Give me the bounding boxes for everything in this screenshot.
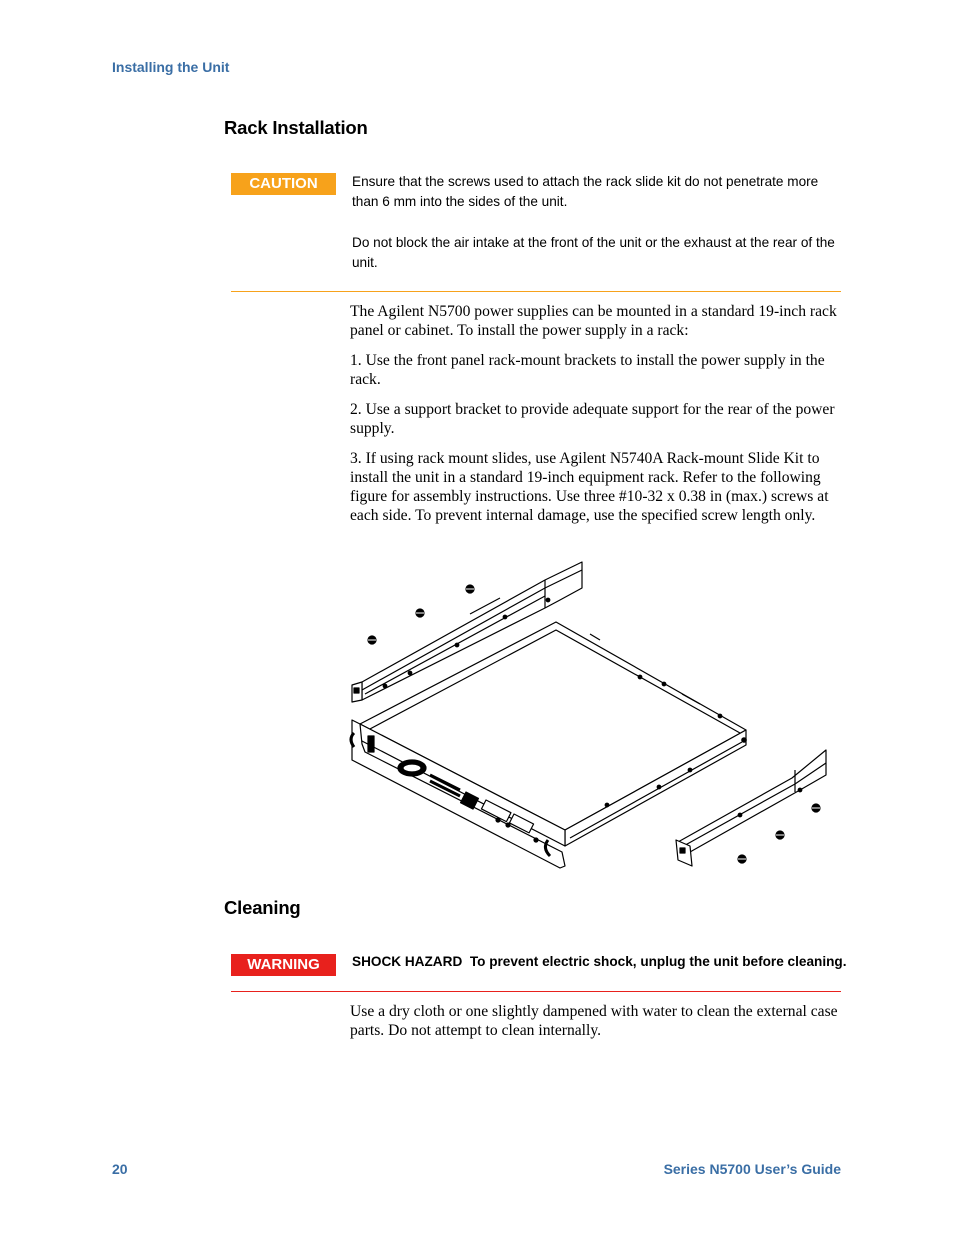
caution-badge: CAUTION [231,173,336,195]
cleaning-heading: Cleaning [224,897,301,918]
screw-icon [416,609,424,617]
guide-title: Series N5700 User’s Guide [663,1161,841,1177]
rack-intro: The Agilent N5700 power supplies can be mounted in a standard 19-inch rack panel or cabinet. To install the power supply in a rack: [350,303,837,339]
screw-icon [776,831,784,839]
warning-message: To prevent electric shock, unplug the unit before cleaning. [469,954,847,969]
screw-icon [368,636,376,644]
rack-step-3: 3. If using rack mount slides, use Agilent N5740A Rack-mount Slide Kit to install the unit in a standard 19-inch equipment rack. Refer to the following figure for assembly instructions. Use three #10-32 x 0.38 in (max.) screws at each side. To prevent internal damage, use the specified screw length only. [350,450,829,524]
page-number: 20 [112,1161,128,1177]
cleaning-text: Use a dry cloth or one slightly dampened with water to clean the external case parts. Do not attempt to clean internally. [350,1003,838,1039]
running-header: Installing the Unit [112,59,230,75]
rack-step-1: 1. Use the front panel rack-mount brackets to install the power supply in the rack. [350,352,825,388]
rack-slide-assembly-illustration [340,555,860,875]
caution-rule [231,291,841,292]
screw-icon [812,804,820,812]
screw-icon [738,855,746,863]
rack-step-2: 2. Use a support bracket to provide adequate support for the rear of the power supply. [350,401,835,437]
caution-text-2: Do not block the air intake at the front of the unit or the exhaust at the rear of the unit. [352,235,835,270]
warning-text [352,952,847,972]
rack-installation-heading: Rack Installation [224,117,368,138]
warning-lead: SHOCK HAZARD [352,954,463,969]
screw-icon [466,585,474,593]
rack-body [350,302,840,525]
warning-rule [231,991,841,992]
cleaning-body [350,1002,840,1040]
warning-badge: WARNING [231,954,336,976]
caution-text-1: Ensure that the screws used to attach the rack slide kit do not penetrate more than 6 mm into the sides of the unit. [352,174,819,209]
